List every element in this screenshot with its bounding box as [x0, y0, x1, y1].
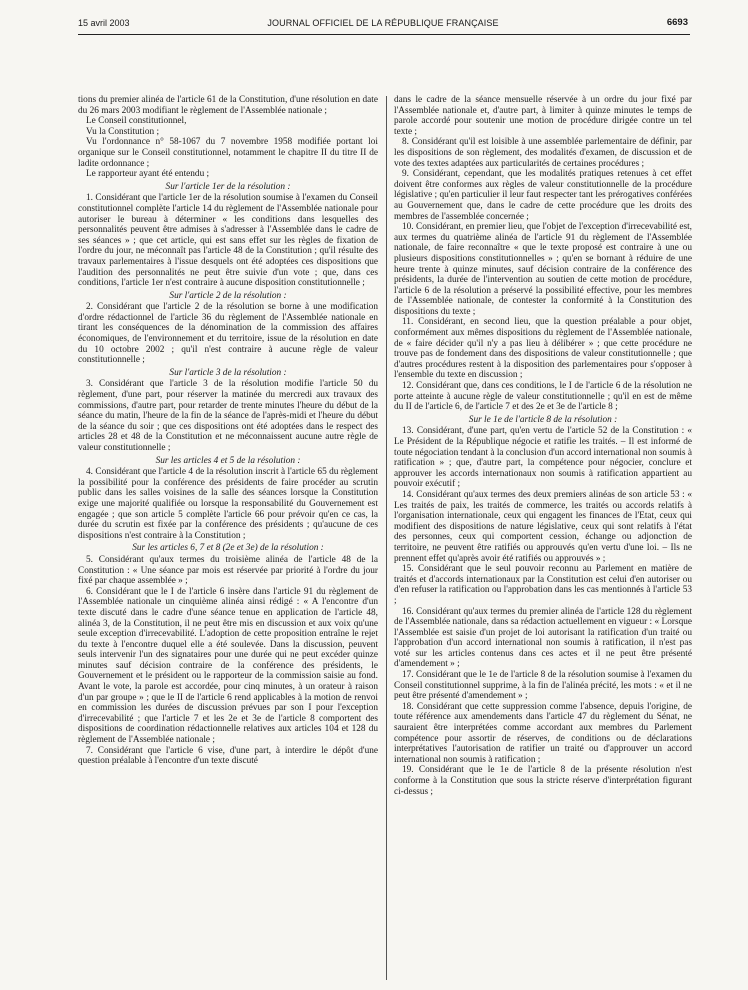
section-heading: Sur l'article 3 de la résolution : — [169, 367, 287, 378]
section-heading: Sur l'article 1er de la résolution : — [165, 181, 291, 192]
paragraph: Vu la Constitution ; — [86, 126, 160, 137]
paragraph: dans le cadre de la séance mensuelle réservée à un ordre du jour fixé par l'Assemblée nationale et, d'autre part, à limiter à quinze minutes le temps de parole accordé pour soutenir une motion de procédure dirigée contre un tel texte ; — [394, 95, 692, 137]
paragraph: 11. Considérant, en second lieu, que la question préalable a pour objet, conformément aux mêmes dispositions du règlement de l'Assemblée nationale, de « faire décider qu'il n'y a pas lieu à délibérer » ; que cette procédure ne trouve pas de fondement dans des dispositions de valeur constitutionnelle ; que d'autres procédures restent à la disposition des parlementaires pour s'opposer à l'ensemble du texte en discussion ; — [394, 317, 692, 381]
section-heading: Sur l'article 2 de la résolution : — [169, 290, 287, 301]
header-rule — [78, 34, 690, 35]
section-heading: Sur les articles 6, 7 et 8 (2e et 3e) de la résolution : — [132, 543, 324, 554]
paragraph: 7. Considérant que l'article 6 vise, d'une part, à interdire le dépôt d'une question préalable à l'encontre d'un texte discuté — [78, 745, 378, 767]
section-heading: Sur le 1e de l'article 8 de la résolution : — [468, 414, 618, 425]
paragraph: tions du premier alinéa de l'article 61 de la Constitution, d'une résolution en date du 26 mars 2003 modifiant le règlement de l'Assemblée nationale ; — [78, 95, 378, 116]
paragraph: Le rapporteur ayant été entendu ; — [86, 169, 210, 180]
paragraph: 1. Considérant que l'article 1er de la résolution soumise à l'examen du Conseil constitutionnel complète l'article 14 du règlement de l'Assemblée nationale pour autoriser le bureau à déterminer « les conditions dans lesquelles des personnalités peuvent être admises à s'adresser à l'Assemblée dans le cadre de ses séances » ; que cet article, qui est sans effet sur les règles de fixation de l'ordre du jour, ne méconnaît pas l'article 48 de la Constitution ; qu'il résulte des travaux parlementaires à l'issue desquels ont été adoptées ces dispositions que l'audition des personnalités ne peut être suivie d'un vote ; que, dans ces conditions, l'article 1er n'est contraire à aucune disposition constitutionnelle ; — [78, 193, 378, 289]
paragraph: 6. Considérant que le I de l'article 6 insère dans l'article 91 du règlement de l'Assemblée nationale un cinquième alinéa ainsi rédigé : « A l'encontre d'un texte discuté dans le cadre d'une séance tenue en application de l'article 48, alinéa 3, de la Constitution, il ne peut être mis en discussion et aux voix qu'une seule exception d'irrecevabilité. L'adoption de cette proposition entraîne le rejet du texte à l'encontre duquel elle a été soulevée. Dans la discussion, peuvent seuls intervenir l'un des signataires pour une durée qui ne peut excéder quinze minutes sauf décision contraire de la conférence des présidents, le Gouvernement et le président ou le rapporteur de la commission saisie au fond. Avant le vote, la parole est accordée, pour cinq minutes, à un orateur à raison d'un par groupe » ; que le II de l'article 6 rend applicables à la motion de renvoi en commission les durées de discussion prévues par son I pour l'exception d'irrecevabilité ; que l'article 7 et les 2e et 3e de l'article 8 comportent des dispositions de coordination rédactionnelle relatives aux articles 104 et 128 du règlement de l'Assemblée nationale ; — [78, 586, 378, 746]
paragraph: 16. Considérant qu'aux termes du premier alinéa de l'article 128 du règlement de l'Assemblée nationale, dans sa rédaction actuellement en vigueur : « Lorsque l'Assemblée est saisie d'un projet de loi autorisant la ratification d'un traité ou l'approbation d'un accord international non soumis à ratification, il n'est pas voté sur les articles contenus dans ces actes et il ne peut être présenté d'amendement » ; — [394, 606, 692, 670]
paragraph: 14. Considérant qu'aux termes des deux premiers alinéas de son article 53 : « Les traités de paix, les traités de commerce, les traités ou accords relatifs à l'organisation internationale, ceux qui engagent les finances de l'Etat, ceux qui modifient des dispositions de nature législative, ceux qui sont relatifs à l'état des personnes, ceux qui comportent cession, échange ou adjonction de territoire, ne peuvent être ratifiés ou approuvés qu'en vertu d'une loi. – Ils ne prennent effet qu'après avoir été ratifiés ou approuvés » ; — [394, 489, 692, 564]
header-date: 15 avril 2003 — [78, 18, 130, 28]
paragraph: 8. Considérant qu'il est loisible à une assemblée parlementaire de définir, par les dispositions de son règlement, des modalités d'examen, de discussion et de vote des textes adaptées aux particularités de certaines procédures ; — [394, 137, 692, 169]
paragraph: 4. Considérant que l'article 4 de la résolution inscrit à l'article 65 du règlement la possibilité pour la conférence des présidents de faire procéder au scrutin public dans les salles voisines de la salle des séances lorsque la Constitution exige une majorité qualifiée ou lorsque la responsabilité du Gouvernement est engagée ; que son article 5 complète l'article 66 pour prévoir qu'en ce cas, la durée du scrutin est fixée par la conférence des présidents ; qu'aucune de ces dispositions n'est contraire à la Constitution ; — [78, 467, 378, 541]
paragraph: 15. Considérant que le seul pouvoir reconnu au Parlement en matière de traités et d'accords internationaux par la Constitution est celui d'en autoriser ou d'en refuser la ratification ou l'approbation dans les cas mentionnés à l'article 53 ; — [394, 564, 692, 606]
right-column — [394, 95, 692, 985]
column-divider — [386, 96, 387, 980]
paragraph: 3. Considérant que l'article 3 de la résolution modifie l'article 50 du règlement, d'une part, pour réserver la matinée du mercredi aux travaux des commissions, d'autre part, pour retarder de trente minutes l'heure du début de la séance du matin, l'heure de la fin de la séance de l'après-midi et l'heure du début de la séance du soir ; que ces dispositions ont été adoptées dans le respect des articles 28 et 48 de la Constitution et ne méconnaissent aucune autre règle de valeur constitutionnelle ; — [78, 379, 378, 453]
paragraph: 19. Considérant que le 1e de l'article 8 de la présente résolution n'est conforme à la Constitution que sous la stricte réserve d'interprétation figurant ci-dessus ; — [394, 765, 692, 797]
paragraph: 17. Considérant que le 1e de l'article 8 de la résolution soumise à l'examen du Conseil constitutionnel supprime, à la fin de l'alinéa précité, les mots : « et il ne peut être présenté d'amendement » ; — [394, 670, 692, 702]
left-column — [78, 95, 378, 985]
paragraph: Le Conseil constitutionnel, — [86, 116, 187, 127]
paragraph: 10. Considérant, en premier lieu, que l'objet de l'exception d'irrecevabilité est, aux termes du quatrième alinéa de l'article 91 du règlement de l'Assemblée nationale, de faire reconnaître « que le texte proposé est contraire à une ou plusieurs dispositions constitutionnelles » ; qu'en se bornant à réduire de une heure trente à quinze minutes, sauf décision contraire de la conférence des présidents, la durée de l'intervention au soutien de cette motion de procédure, l'article 6 de la résolution a préservé la possibilité effective, pour les membres de l'Assemblée nationale, de contester la conformité à la Constitution des dispositions du texte ; — [394, 222, 692, 317]
page-number: 6693 — [666, 17, 688, 28]
section-heading: Sur les articles 4 et 5 de la résolution : — [155, 455, 301, 466]
journal-title: JOURNAL OFFICIEL DE LA RÉPUBLIQUE FRANÇAISE — [267, 18, 499, 28]
paragraph: 2. Considérant que l'article 2 de la résolution se borne à une modification d'ordre rédactionnel de l'article 36 du règlement de l'Assemblée nationale en tirant les conséquences de la dénomination de la commission des affaires économiques, de l'environnement et du territoire, issue de la résolution en date du 10 octobre 2002 ; qu'il n'est contraire à aucune règle de valeur constitutionnelle ; — [78, 302, 378, 366]
page-header — [78, 14, 688, 34]
paragraph: 13. Considérant, d'une part, qu'en vertu de l'article 52 de la Constitution : « Le Président de la République négocie et ratifie les traités. – Il est informé de toute négociation tendant à la conclusion d'un accord international non soumis à ratification » ; que, d'autre part, la compétence pour négocier, conclure et approuver les accords internationaux non soumis à ratification appartient au pouvoir exécutif ; — [394, 426, 692, 490]
paragraph: Vu l'ordonnance n° 58-1067 du 7 novembre 1958 modifiée portant loi organique sur le Conseil constitutionnel, notamment le chapitre II du titre II de ladite ordonnance ; — [78, 137, 378, 169]
paragraph: 5. Considérant qu'aux termes du troisième alinéa de l'article 48 de la Constitution : « Une séance par mois est réservée par priorité à l'ordre du jour fixé par chaque assemblée » ; — [78, 554, 378, 587]
paragraph: 18. Considérant que cette suppression comme l'absence, depuis l'origine, de toute référence aux amendements dans l'article 47 du règlement du Sénat, ne sauraient être interprétées comme accordant aux membres du Parlement compétence pour assortir de réserves, de conditions ou de déclarations interprétatives l'autorisation de ratifier un traité ou d'approuver un accord international non soumis à ratification ; — [394, 701, 692, 765]
paragraph: 12. Considérant que, dans ces conditions, le I de l'article 6 de la résolution ne porte atteinte à aucune règle de valeur constitutionnelle ; qu'il en est de même du II de l'article 6, de l'article 7 et des 2e et 3e de l'article 8 ; — [394, 381, 692, 413]
paragraph: 9. Considérant, cependant, que les modalités pratiques retenues à cet effet doivent être conformes aux règles de valeur constitutionnelle de la procédure législative ; qu'en particulier il leur faut respecter tant les prérogatives conférées au Gouvernement que, dans le cadre de cette procédure que les droits des membres de l'assemblée concernée ; — [394, 169, 692, 222]
